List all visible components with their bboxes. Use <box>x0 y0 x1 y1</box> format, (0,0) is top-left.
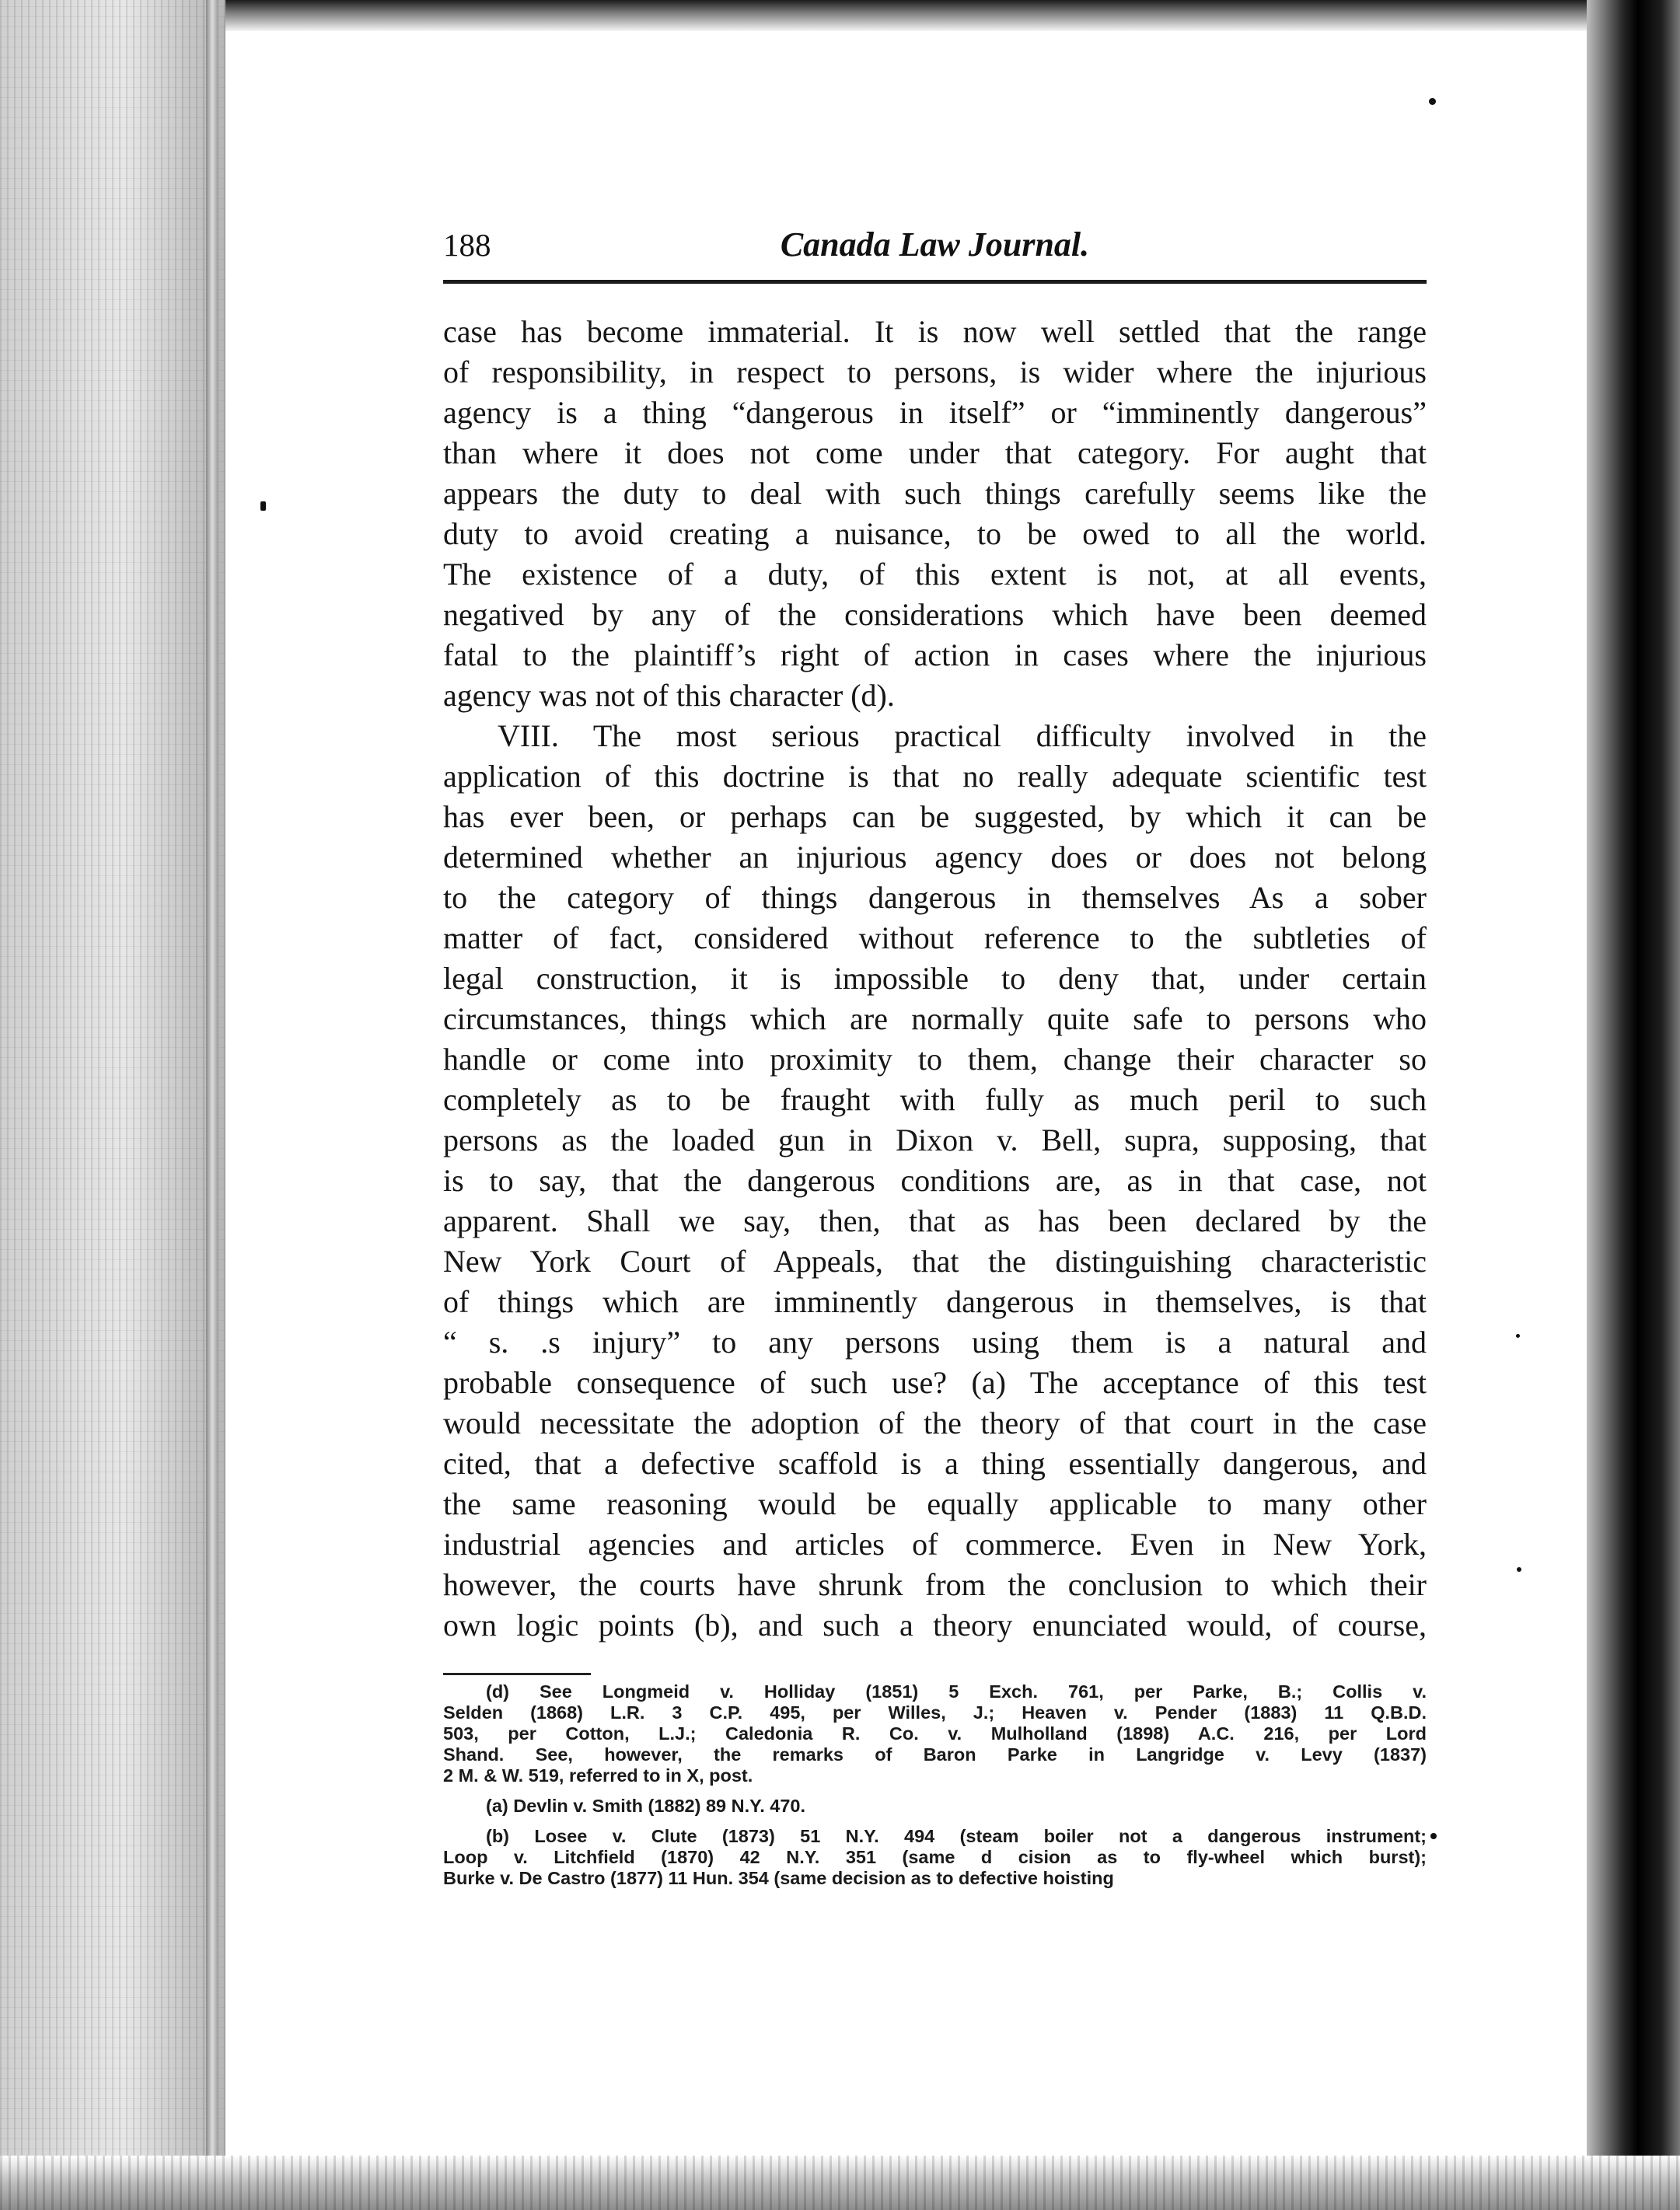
scan-left-edge <box>0 0 225 2210</box>
body-line: of things which are imminently dangerous in themselves, is that <box>443 1284 1427 1319</box>
body-line: negatived by any of the considerations which have been deemed <box>443 597 1427 632</box>
body-line: of responsibility, in respect to persons, is wider where the injurious <box>443 354 1427 389</box>
body-line: probable consequence of such use? (a) The acceptance of this test <box>443 1365 1427 1400</box>
body-line: cited, that a defective scaffold is a thing essentially dangerous, and <box>443 1446 1427 1481</box>
footnote-line: 503, per Cotton, L.J.; Caledonia R. Co. v. Mulholland (1898) A.C. 216, per Lord <box>443 1723 1427 1744</box>
running-title: Canada Law Journal. <box>780 225 1090 264</box>
scan-speck <box>260 501 266 511</box>
footnote-line: (d) See Longmeid v. Holliday (1851) 5 Exch. 761, per Parke, B.; Collis v. <box>486 1681 1427 1702</box>
scan-top-edge <box>225 0 1587 31</box>
footnote-line: Selden (1868) L.R. 3 C.P. 495, per Willes, J.; Heaven v. Pender (1883) 11 Q.B.D. <box>443 1702 1427 1723</box>
body-line: than where it does not come under that category. For aught that <box>443 435 1427 470</box>
footnote-line: 2 M. & W. 519, referred to in X, post. <box>443 1765 753 1786</box>
page-number: 188 <box>443 227 491 263</box>
body-line: matter of fact, considered without reference to the subtleties of <box>443 920 1427 955</box>
footnote-line: (b) Losee v. Clute (1873) 51 N.Y. 494 (steam boiler not a dangerous instrument; <box>486 1826 1427 1846</box>
body-line: the same reasoning would be equally applicable to many other <box>443 1486 1427 1521</box>
body-line: case has become immaterial. It is now well settled that the range <box>443 314 1427 349</box>
page-header <box>443 222 1427 276</box>
footnote-line: Shand. See, however, the remarks of Baron Parke in Langridge v. Levy (1837) <box>443 1744 1427 1765</box>
body-line: has ever been, or perhaps can be suggested, by which it can be <box>443 799 1427 834</box>
body-line: New York Court of Appeals, that the distinguishing characteristic <box>443 1244 1427 1279</box>
body-line: completely as to be fraught with fully as much peril to such <box>443 1082 1427 1117</box>
scan-speck <box>1517 1567 1521 1572</box>
body-line: persons as the loaded gun in Dixon v. Bell, supra, supposing, that <box>443 1122 1427 1157</box>
body-line: circumstances, things which are normally quite safe to persons who <box>443 1001 1427 1036</box>
body-line: application of this doctrine is that no really adequate scientific test <box>443 759 1427 794</box>
body-line: own logic points (b), and such a theory enunciated would, of course, <box>443 1608 1427 1643</box>
body-line: however, the courts have shrunk from the conclusion to which their <box>443 1567 1427 1602</box>
footnote-rule <box>443 1673 591 1675</box>
scan-speck <box>1430 1833 1437 1839</box>
body-line: VIII. The most serious practical difficulty involved in the <box>498 718 1427 753</box>
scan-right-edge <box>1587 0 1680 2210</box>
footnote-line: (a) Devlin v. Smith (1882) 89 N.Y. 470. <box>486 1796 805 1816</box>
body-line: would necessitate the adoption of the theory of that court in the case <box>443 1405 1427 1440</box>
scan-speck <box>1429 98 1436 105</box>
footnote-line: Burke v. De Castro (1877) 11 Hun. 354 (same decision as to defective hoisting <box>443 1868 1114 1888</box>
body-line: to the category of things dangerous in themselves As a sober <box>443 880 1427 915</box>
footnote-line: Loop v. Litchfield (1870) 42 N.Y. 351 (same d cision as to fly-wheel which burst); <box>443 1847 1427 1867</box>
scan-bottom-edge <box>0 2156 1680 2210</box>
body-line: “ s. .s injury” to any persons using them is a natural and <box>443 1325 1427 1360</box>
footnotes <box>443 1681 1427 1889</box>
body-line: agency was not of this character (d). <box>443 678 895 713</box>
body-line: handle or come into proximity to them, change their character so <box>443 1042 1427 1077</box>
body-line: fatal to the plaintiff’s right of action in cases where the injurious <box>443 637 1427 672</box>
body-line: The existence of a duty, of this extent is not, at all events, <box>443 557 1427 592</box>
scan-speck <box>1516 1334 1520 1338</box>
header-rule <box>443 280 1427 284</box>
body-line: legal construction, it is impossible to deny that, under certain <box>443 961 1427 996</box>
body-line: is to say, that the dangerous conditions are, as in that case, not <box>443 1163 1427 1198</box>
body-line: agency is a thing “dangerous in itself” or “imminently dangerous” <box>443 395 1427 430</box>
body-text <box>443 312 1427 1646</box>
body-line: appears the duty to deal with such things carefully seems like the <box>443 476 1427 511</box>
body-line: apparent. Shall we say, then, that as has been declared by the <box>443 1203 1427 1238</box>
body-line: duty to avoid creating a nuisance, to be owed to all the world. <box>443 516 1427 551</box>
body-line: industrial agencies and articles of commerce. Even in New York, <box>443 1527 1427 1562</box>
body-line: determined whether an injurious agency does or does not belong <box>443 840 1427 875</box>
